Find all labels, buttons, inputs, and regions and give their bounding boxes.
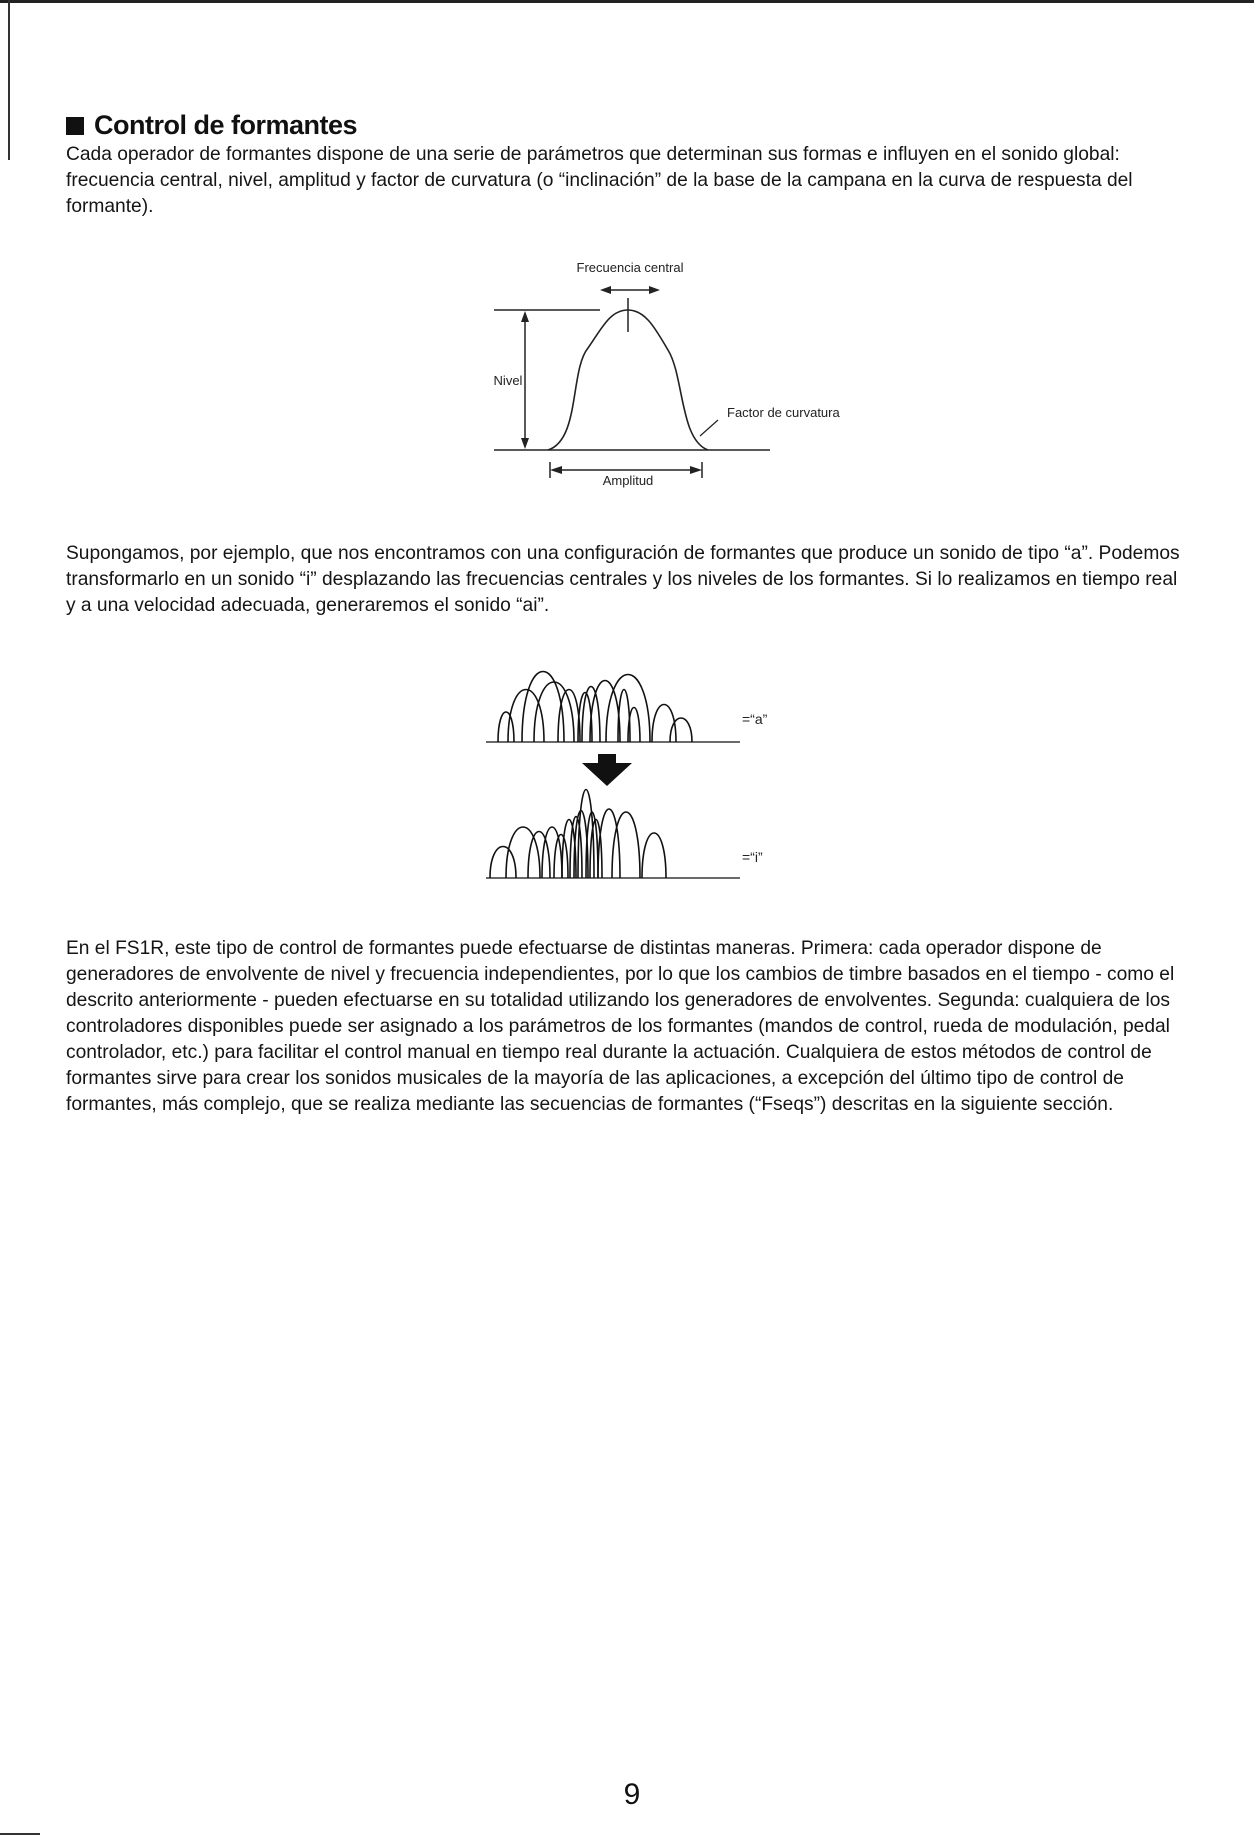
vowel-a-label: =“a” — [742, 711, 768, 727]
amplitude-label: Amplitud — [602, 473, 654, 488]
center-frequency-arrow-icon — [600, 286, 660, 294]
example-paragraph: Supongamos, por ejemplo, que nos encontramos con una configuración de formantes que produce un sonido de tipo “a”. Podemos transformarlo en un sonido “i” desplazando las frecuencias centrales y los niveles de los formantes. Si lo realizamos en tiempo real y a una velocidad adecuada, generaremos el sonido “ai”. — [66, 543, 1180, 616]
intro-paragraph: Cada operador de formantes dispone de una serie de parámetros que determinan sus formas e influyen en el sonido global: frecuencia central, nivel, amplitud y factor de curvatura (o “inclinación” de la base de la campana en la curva de respuesta del formante). — [66, 144, 1133, 217]
section-heading — [66, 110, 357, 141]
fs1r-paragraph: En el FS1R, este tipo de control de formantes puede efectuarse de distintas maneras. Primera: cada operador dispone de generadores de envolvente de nivel y frecuencia independientes, por lo que los cambios de timbre basados en el tiempo - como el descrito anteriormente - pueden efectuarse en su totalidad utilizando los generadores de envolventes. Segunda: cualquiera de los controladores disponibles puede ser asignado a los parámetros de los formantes (mandos de control, rueda de modulación, pedal controlador, etc.) para facilitar el control manual en tiempo real durante la actuación. Cualquiera de estos métodos de control de formantes sirve para crear los sonidos musicales de la mayoría de las aplicaciones, a excepción del último tipo de control de formantes, más complejo, que se realiza mediante las secuencias de formantes (“Fseqs”) descritas en la siguiente sección. — [66, 938, 1175, 1115]
center-frequency-label: Frecuencia central — [576, 260, 684, 275]
top-border-rule — [0, 0, 1254, 3]
down-arrow-icon — [582, 754, 632, 786]
vowel-i-label: =“i” — [742, 849, 763, 865]
curve-factor-pointer — [700, 420, 718, 436]
level-label: Nivel — [493, 373, 523, 388]
vowel-a-spectrum — [486, 672, 740, 743]
bottom-corner-rule — [0, 1833, 40, 1835]
section-title: Control de formantes — [94, 110, 358, 140]
formant-diagram — [470, 250, 890, 505]
curve-factor-label: Factor de curvatura — [727, 405, 840, 420]
vowel-transition-diagram — [470, 650, 800, 895]
heading-bullet-square-icon — [66, 117, 84, 135]
page-number: 9 — [623, 1778, 641, 1811]
vowel-i-spectrum — [486, 790, 740, 879]
left-border-rule — [8, 0, 10, 160]
